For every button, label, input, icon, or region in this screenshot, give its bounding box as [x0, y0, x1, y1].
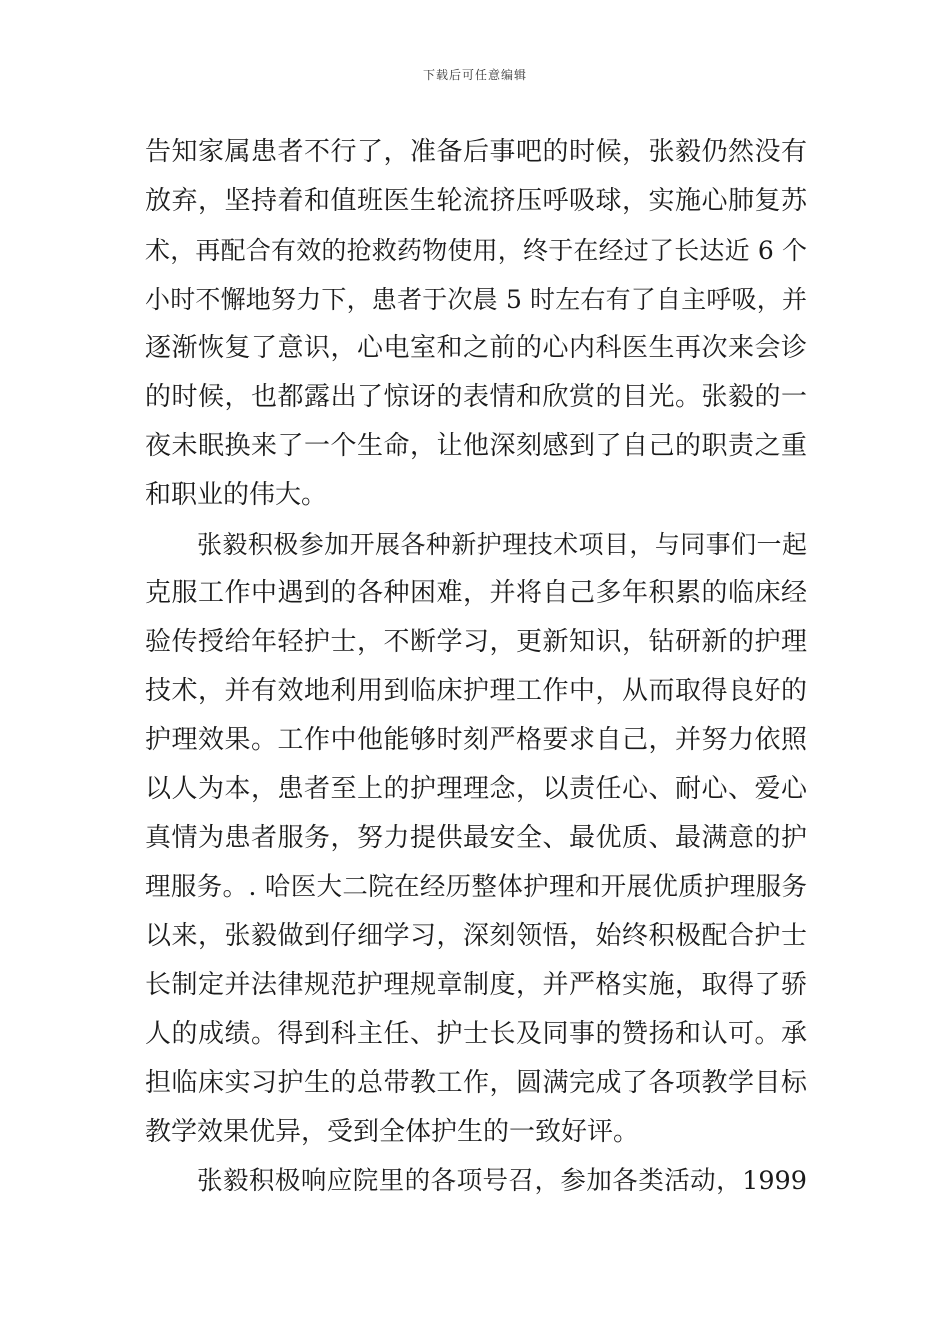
text-line: 验传授给年轻护士，不断学习，更新知识，钻研新的护理 — [145, 627, 807, 657]
text-line: 护理效果。工作中他能够时刻严格要求自己，并努力依照 — [145, 725, 807, 755]
paragraph-3 — [145, 1157, 807, 1206]
text-line: 放弃，坚持着和值班医生轮流挤压呼吸球，实施心肺复苏 — [145, 186, 807, 216]
text-line: 真情为患者服务，努力提供最安全、最优质、最满意的护 — [145, 823, 807, 853]
text-line: 小时不懈地努力下，患者于次晨 5 时左右有了自主呼吸，并 — [145, 285, 807, 314]
text-line: 张毅积极响应院里的各项号召，参加各类活动，1999 — [197, 1166, 807, 1196]
text-line: 的时候，也都露出了惊讶的表情和欣赏的目光。张毅的一 — [145, 382, 807, 412]
text-line: 术，再配合有效的抢救药物使用，终于在经过了长达近 6 个 — [145, 236, 807, 265]
text-line: 理服务。. 哈医大二院在经历整体护理和开展优质护理服务 — [145, 872, 807, 902]
text-line: 长制定并法律规范护理规章制度，并严格实施，取得了骄 — [145, 970, 807, 1000]
text-line: 教学效果优异，受到全体护生的一致好评。 — [145, 1117, 640, 1147]
text-line: 克服工作中遇到的各种困难，并将自己多年积累的临床经 — [145, 578, 807, 608]
text-line: 夜未眠换来了一个生命，让他深刻感到了自己的职责之重 — [145, 431, 807, 461]
text-line: 担临床实习护生的总带教工作，圆满完成了各项教学目标 — [145, 1068, 807, 1098]
text-line: 以来，张毅做到仔细学习，深刻领悟，始终积极配合护士 — [145, 921, 807, 951]
paragraph-2 — [145, 520, 807, 1157]
text-line: 逐渐恢复了意识，心电室和之前的心内科医生再次来会诊 — [145, 333, 807, 363]
text-line: 技术，并有效地利用到临床护理工作中，从而取得良好的 — [145, 676, 807, 706]
text-line: 张毅积极参加开展各种新护理技术项目，与同事们一起 — [197, 530, 807, 559]
page-header: 下载后可任意编辑 — [422, 68, 527, 82]
text-line: 和职业的伟大。 — [145, 480, 328, 510]
text-line: 人的成绩。得到科主任、护士长及同事的赞扬和认可。承 — [145, 1019, 807, 1049]
paragraph-1 — [145, 128, 807, 520]
document-body — [145, 128, 807, 1206]
text-line: 以人为本，患者至上的护理理念，以责任心、耐心、爱心 — [145, 774, 807, 804]
text-line: 告知家属患者不行了，准备后事吧的时候，张毅仍然没有 — [145, 137, 807, 167]
